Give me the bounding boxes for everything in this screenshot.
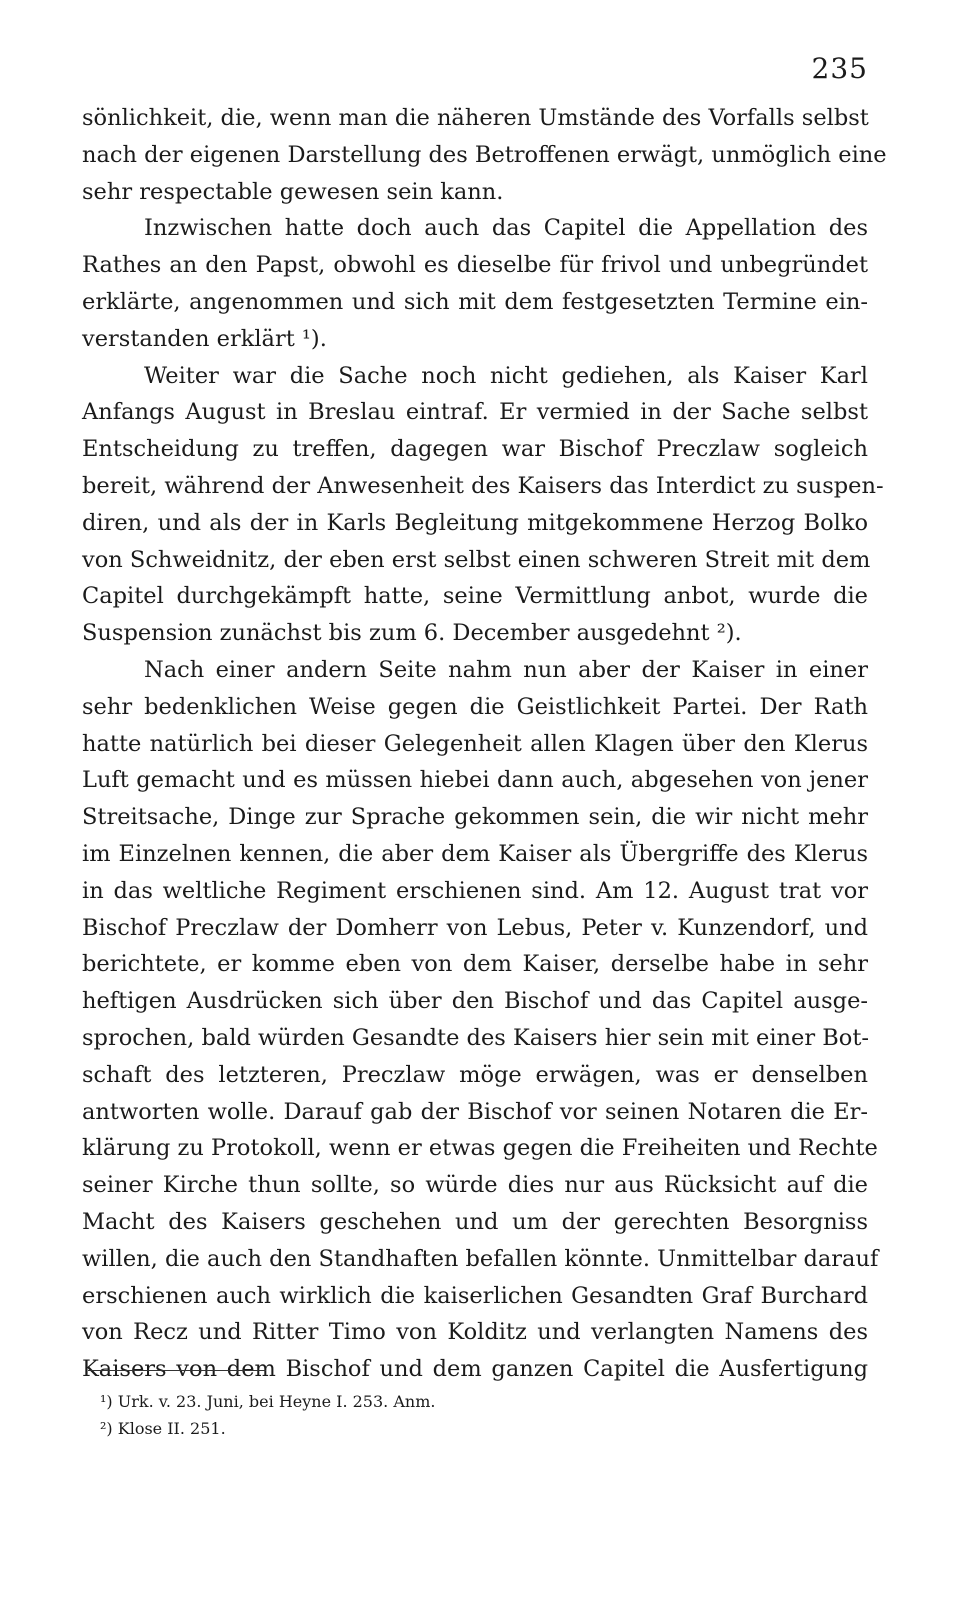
text-line: im Einzelnen kennen, die aber dem Kaiser als Übergriffe des Klerus [82, 840, 868, 867]
footnote-1: ¹) Urk. v. 23. Juni, bei Heyne I. 253. Anm. [100, 1392, 436, 1411]
text-line: Entscheidung zu treffen, dagegen war Bischof Preczlaw sogleich [82, 436, 868, 463]
text-line: Kaisers von dem Bischof und dem ganzen Capitel die Ausfertigung [82, 1356, 868, 1383]
text-line: klärung zu Protokoll, wenn er etwas gegen die Freiheiten und Rechte [82, 1135, 878, 1162]
text-line: in das weltliche Regiment erschienen sind. Am 12. August trat vor [82, 877, 868, 904]
text-line: antworten wolle. Darauf gab der Bischof vor seinen Notaren die Er- [82, 1098, 868, 1125]
text-line: Luft gemacht und es müssen hiebei dann auch, abgesehen von jener [82, 767, 868, 794]
text-line: verstanden erklärt ¹). [82, 325, 327, 352]
text-line: seiner Kirche thun sollte, so würde dies nur aus Rücksicht auf die [82, 1172, 868, 1199]
text-line: Bischof Preczlaw der Domherr von Lebus, Peter v. Kunzendorf, und [82, 914, 868, 941]
text-line: willen, die auch den Standhaften befallen könnte. Unmittelbar darauf [82, 1245, 879, 1272]
text-line: hatte natürlich bei dieser Gelegenheit allen Klagen über den Klerus [82, 730, 868, 757]
text-line: sehr bedenklichen Weise gegen die Geistlichkeit Partei. Der Rath [82, 693, 868, 720]
text-line: diren, und als der in Karls Begleitung mitgekommene Herzog Bolko [82, 509, 868, 536]
page-number: 235 [811, 52, 868, 85]
text-line: sönlichkeit, die, wenn man die näheren Umstände des Vorfalls selbst [82, 105, 869, 131]
text-line: Capitel durchgekämpft hatte, seine Vermittlung anbot, wurde die [82, 583, 868, 610]
text-line: von Recz und Ritter Timo von Kolditz und verlangten Namens des [82, 1319, 868, 1346]
footnote-separator [88, 1370, 266, 1371]
text-line: Weiter war die Sache noch nicht gediehen, als Kaiser Karl [144, 362, 868, 389]
text-line: Inzwischen hatte doch auch das Capitel die Appellation des [144, 215, 868, 242]
text-line: Macht des Kaisers geschehen und um der gerechten Besorgniss [82, 1208, 868, 1235]
body-text [82, 100, 887, 1388]
text-line: von Schweidnitz, der eben erst selbst einen schweren Streit mit dem [82, 546, 871, 573]
footnotes [100, 1388, 435, 1442]
text-line: Nach einer andern Seite nahm nun aber der Kaiser in einer [144, 656, 868, 683]
text-line: Streitsache, Dinge zur Sprache gekommen sein, die wir nicht mehr [82, 804, 868, 831]
text-line: berichtete, er komme eben von dem Kaiser, derselbe habe in sehr [82, 951, 868, 978]
text-line: bereit, während der Anwesenheit des Kaisers das Interdict zu suspen- [82, 472, 884, 499]
footnote-2: ²) Klose II. 251. [100, 1419, 226, 1438]
text-line: Rathes an den Papst, obwohl es dieselbe für frivol und unbegründet [82, 252, 868, 279]
text-line: sprochen, bald würden Gesandte des Kaisers hier sein mit einer Bot- [82, 1024, 869, 1051]
text-line: erklärte, angenommen und sich mit dem festgesetzten Termine ein- [82, 288, 868, 315]
text-line: Suspension zunächst bis zum 6. December ausgedehnt ²). [82, 620, 742, 647]
text-line: nach der eigenen Darstellung des Betroffenen erwägt, unmöglich eine [82, 141, 887, 168]
text-line: Anfangs August in Breslau eintraf. Er vermied in der Sache selbst [82, 399, 868, 426]
text-line: heftigen Ausdrücken sich über den Bischof und das Capitel ausge- [82, 988, 868, 1015]
text-line: erschienen auch wirklich die kaiserlichen Gesandten Graf Burchard [82, 1282, 868, 1309]
text-line: sehr respectable gewesen sein kann. [82, 178, 504, 205]
text-line: schaft des letzteren, Preczlaw möge erwägen, was er denselben [82, 1061, 868, 1088]
